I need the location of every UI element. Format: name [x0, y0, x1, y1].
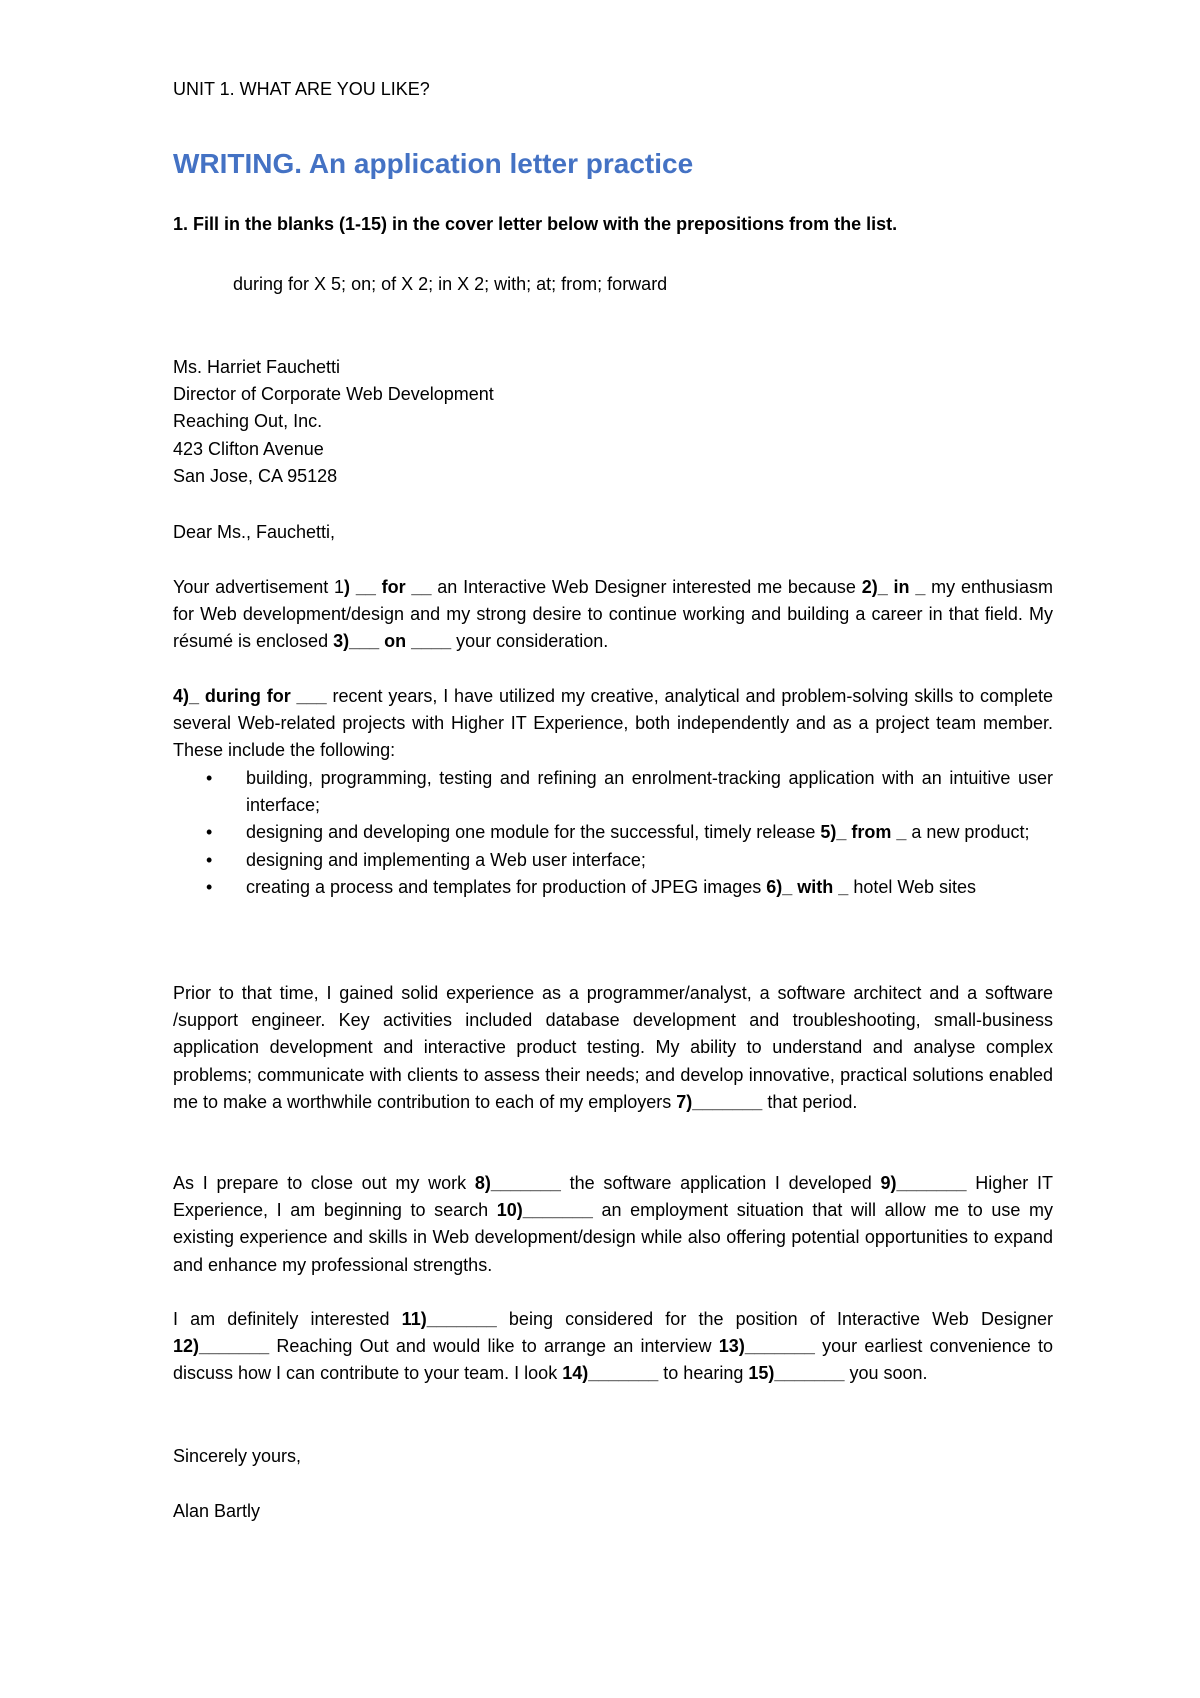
- paragraph-text: recent years, I have utilized my creative, analytical and problem-solving skills to complete several Web-related projects with Higher IT Experience, both independently and as a project team member. These include the following:: [173, 686, 1053, 761]
- list-item-text: creating a process and templates for production of JPEG images: [246, 876, 767, 897]
- blank-answer: 14)_______: [562, 1363, 659, 1384]
- bullet-icon: •: [206, 876, 213, 897]
- paragraph-text: Prior to that time, I gained solid experience as a programmer/analyst, a software architect and a software /support engineer. Key activities included database development and troubleshooting, small-business application development and interactive product testing. My ability to understand and analyse complex problems; communicate with clients to assess their needs; and develop innovative, practical solutions enabled me to make a worthwhile contribution to each of my employers: [173, 983, 1053, 1112]
- letter-paragraph-5: [173, 1306, 1053, 1388]
- letter-paragraph-1: [173, 574, 1053, 656]
- blank-answer: 2)_ in _: [861, 577, 926, 597]
- list-item-text: a new product;: [906, 822, 1030, 843]
- paragraph-text: an employment situation that will allow me to use my existing experience and skills in Web development/design while also offering potential opportunities to expand and enhance my professional strengths.: [173, 1200, 1054, 1275]
- paragraph-text: your earliest convenience to discuss how I can contribute to your team. I look: [173, 1336, 1053, 1384]
- project-bullet-list: [173, 765, 1053, 901]
- blank-answer: ) __ for __: [344, 577, 432, 597]
- paragraph-text: an Interactive Web Designer interested me because: [431, 577, 862, 597]
- salutation: Dear Ms., Fauchetti,: [173, 522, 336, 542]
- paragraph-text: Your advertisement 1: [173, 577, 345, 597]
- paragraph-text: Higher IT Experience, I am beginning to search: [173, 1173, 1053, 1221]
- list-item: [173, 847, 1053, 874]
- paragraph-text: you soon.: [844, 1363, 928, 1384]
- letter-closing: Sincerely yours,: [173, 1446, 302, 1466]
- list-item: [173, 765, 1053, 819]
- blank-answer: 5)_ from _: [820, 822, 907, 843]
- page-title: WRITING. An application letter practice: [173, 148, 694, 179]
- recipient-address: [173, 354, 1053, 490]
- blank-answer: 15)_______: [748, 1363, 845, 1384]
- blank-answer: 6)_ with _: [766, 876, 849, 897]
- address-line: Reaching Out, Inc.: [173, 411, 323, 432]
- list-item-text: hotel Web sites: [848, 876, 977, 897]
- blank-answer: 10)_______: [496, 1200, 593, 1221]
- paragraph-text: my enthusiasm for Web development/design and my strong desire to continue working and building a career in that field. My résumé is enclosed: [173, 577, 1053, 652]
- list-item-text: designing and implementing a Web user interface;: [246, 849, 646, 870]
- unit-heading: UNIT 1. WHAT ARE YOU LIKE?: [173, 79, 430, 99]
- letter-paragraph-3: [173, 980, 1053, 1116]
- paragraph-text: Reaching Out and would like to arrange an interview: [269, 1336, 719, 1357]
- blank-answer: 8)_______: [474, 1173, 561, 1193]
- paragraph-text: that period.: [762, 1091, 858, 1112]
- blank-answer: 4)_ during for ___: [173, 686, 327, 706]
- address-line: Ms. Harriet Fauchetti: [173, 357, 341, 377]
- list-item-text: building, programming, testing and refining an enrolment-tracking application with an intuitive user interface;: [246, 768, 1053, 816]
- bullet-icon: •: [206, 822, 213, 843]
- bullet-icon: •: [206, 768, 213, 788]
- exercise-instruction: 1. Fill in the blanks (1-15) in the cover letter below with the prepositions from the list.: [173, 214, 898, 234]
- paragraph-text: your consideration.: [451, 631, 609, 652]
- list-item-text: designing and developing one module for the successful, timely release: [246, 822, 821, 843]
- letter-paragraph-4: [173, 1170, 1053, 1279]
- list-item: [173, 819, 1053, 846]
- blank-answer: 12)_______: [173, 1336, 270, 1357]
- blank-answer: 9)_______: [880, 1173, 967, 1193]
- blank-answer: 11)_______: [401, 1309, 497, 1329]
- list-item: [173, 874, 1053, 901]
- paragraph-text: to hearing: [658, 1363, 749, 1384]
- bullet-icon: •: [206, 849, 213, 870]
- blank-answer: 3)___ on ____: [333, 631, 452, 652]
- paragraph-text: I am definitely interested: [173, 1309, 402, 1329]
- paragraph-text: the software application I developed: [560, 1173, 881, 1193]
- blank-answer: 13)_______: [718, 1336, 815, 1357]
- blank-answer: 7)_______: [676, 1091, 763, 1112]
- paragraph-text: As I prepare to close out my work: [173, 1173, 475, 1193]
- signature-name: Alan Bartly: [173, 1501, 261, 1521]
- address-line: San Jose, CA 95128: [173, 465, 338, 486]
- paragraph-text: being considered for the position of Interactive Web Designer: [496, 1309, 1053, 1329]
- address-line: 423 Clifton Avenue: [173, 438, 324, 459]
- preposition-word-list: during for X 5; on; of X 2; in X 2; with; at; from; forward: [233, 274, 668, 294]
- letter-paragraph-2: [173, 683, 1053, 765]
- address-line: Director of Corporate Web Development: [173, 384, 494, 405]
